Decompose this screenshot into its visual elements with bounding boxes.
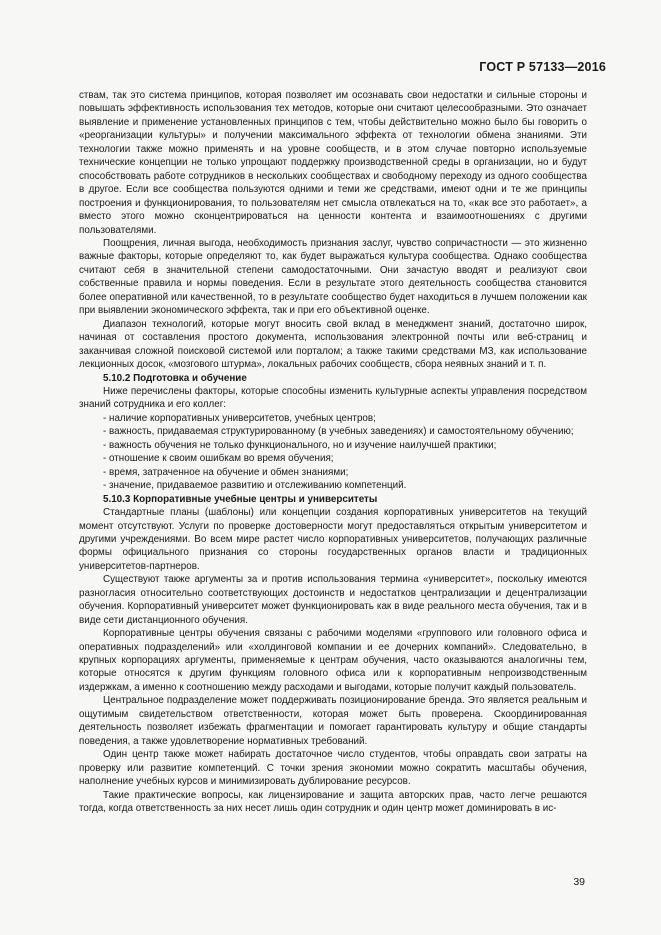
paragraph: Поощрения, личная выгода, необходимость признания заслуг, чувство сопричастности — это жизненно важные факторы, которые определяют то, как будет выражаться культура сообщества. Однако сообщества считают себя в значительной степени самодостаточными. Они зачастую вводят и реализуют свои собственные правила и нормы поведения. Если в результате этого деятельность сообщества становится более оперативной или качественной, то в результате сообщество будет находиться в лучшем положении как при выявлении экономического эффекта, так и при его объективной оценке.	[79, 237, 587, 317]
body-text	[79, 89, 587, 815]
section-heading: 5.10.2 Подготовка и обучение	[103, 372, 247, 384]
paragraph: Существуют также аргументы за и против использования термина «университет», поскольку имеются разногласия относительно соответствующих достоинств и недостатков централизации и децентрализации обучения. Корпоративный университет может функционировать как в виде реального места обучения, так и в виде сети дистанционного обучения.	[79, 574, 587, 626]
paragraph: Такие практические вопросы, как лицензирование и защита авторских прав, часто легче решаются тогда, когда ответственность за них несет лишь один сотрудник и один центр может доминировать в ис-	[79, 789, 587, 815]
list-item: - важность, придаваемая структурированному (в учебных заведениях) и самостоятельному обучению;	[103, 426, 574, 438]
paragraph: Корпоративные центры обучения связаны с рабочими моделями «группового или головного офиса и оперативных подразделений» или «холдинговой компании и ее дочерних компаний». Следовательно, в крупных корпорациях аргументы, применяемые к центрам обучения, часто оказываются аналогичны тем, которые относятся к другим функциям головного офиса или к корпоративным непроизводственным издержкам, а именно к соотношению между расходами и выгодами, которые получит каждый пользователь.	[79, 628, 587, 693]
list-item: - отношение к своим ошибкам во время обучения;	[103, 453, 334, 465]
paragraph: ствам, так это система принципов, которая позволяет им осознавать свои недостатки и сильные стороны и повышать эффективность использования тех методов, которые они считают целесообразными. Это означает выявление и применение установленных принципов с тем, чтобы действительно можно было бы говорить о «реорганизации культуры» и получении максимального эффекта от технологии обмена знаниями. Эти технологии также можно применять и на уровне сообществ, и в этом случае повторно используемые технические концепции не только упрощают поддержку производственной среды в организации, но и будут способствовать работе сотрудников в нескольких сообществах и свободному переходу из одного сообщества в другое. Если все сообщества пользуются одними и теми же средствами, имеют одни и те же принципы построения и функционирования, то пользователям нет смысла отвлекаться на то, «как все это работает», а вместо этого можно сконцентрироваться на ценности контента и взаимоотношениях с другими пользователями.	[79, 90, 587, 236]
standard-header: ГОСТ Р 57133—2016	[479, 60, 606, 74]
paragraph: Стандартные планы (шаблоны) или концепции создания корпоративных университетов на текущий момент отсутствуют. Услуги по проверке достоверности могут предоставляться открытым университетом и другими учреждениями. Во всем мире растет число корпоративных университетов, получающих различные формы официального признания со стороны государственных органов власти и традиционных университетов-партнеров.	[79, 507, 587, 572]
paragraph: Диапазон технологий, которые могут вносить свой вклад в менеджмент знаний, достаточно широк, начиная от составления простого документа, использования электронной почты или веб-страниц и заканчивая сложной поисковой системой или порталом; а также такими средствами МЗ, как использование лекционных досок, «мозгового штурма», локальных рабочих сообществ, сбора неявных знаний и т. п.	[79, 318, 587, 371]
paragraph: Центральное подразделение может поддерживать позиционирование бренда. Это является реальным и ощутимым свидетельством ответственности, которая может быть проверена. Скоординированная деятельность позволяет избежать фрагментации и помогает гарантировать культуру и общие стандарты поведения, а также удовлетворение нормативных требований.	[79, 695, 587, 747]
paragraph: Ниже перечислены факторы, которые способны изменить культурные аспекты управления посредством знаний сотрудника и его коллег:	[79, 385, 587, 411]
section-heading: 5.10.3 Корпоративные учебные центры и университеты	[103, 493, 378, 505]
list-item: - значение, придаваемое развитию и отслеживанию компетенций.	[103, 480, 407, 492]
list-item: - важность обучения не только функционального, но и изучение наилучшей практики;	[103, 439, 497, 451]
paragraph: Один центр также может набирать достаточное число студентов, чтобы оправдать свои затраты на проверку или развитие компетенций. С точки зрения экономии можно сократить масштабы обучения, наполнение учебных курсов и минимизировать дублирование ресурсов.	[79, 749, 587, 788]
list-item: - время, затраченное на обучение и обмен знаниями;	[103, 466, 349, 478]
list-item: - наличие корпоративных университетов, учебных центров;	[103, 412, 376, 424]
page-number: 39	[573, 876, 585, 888]
